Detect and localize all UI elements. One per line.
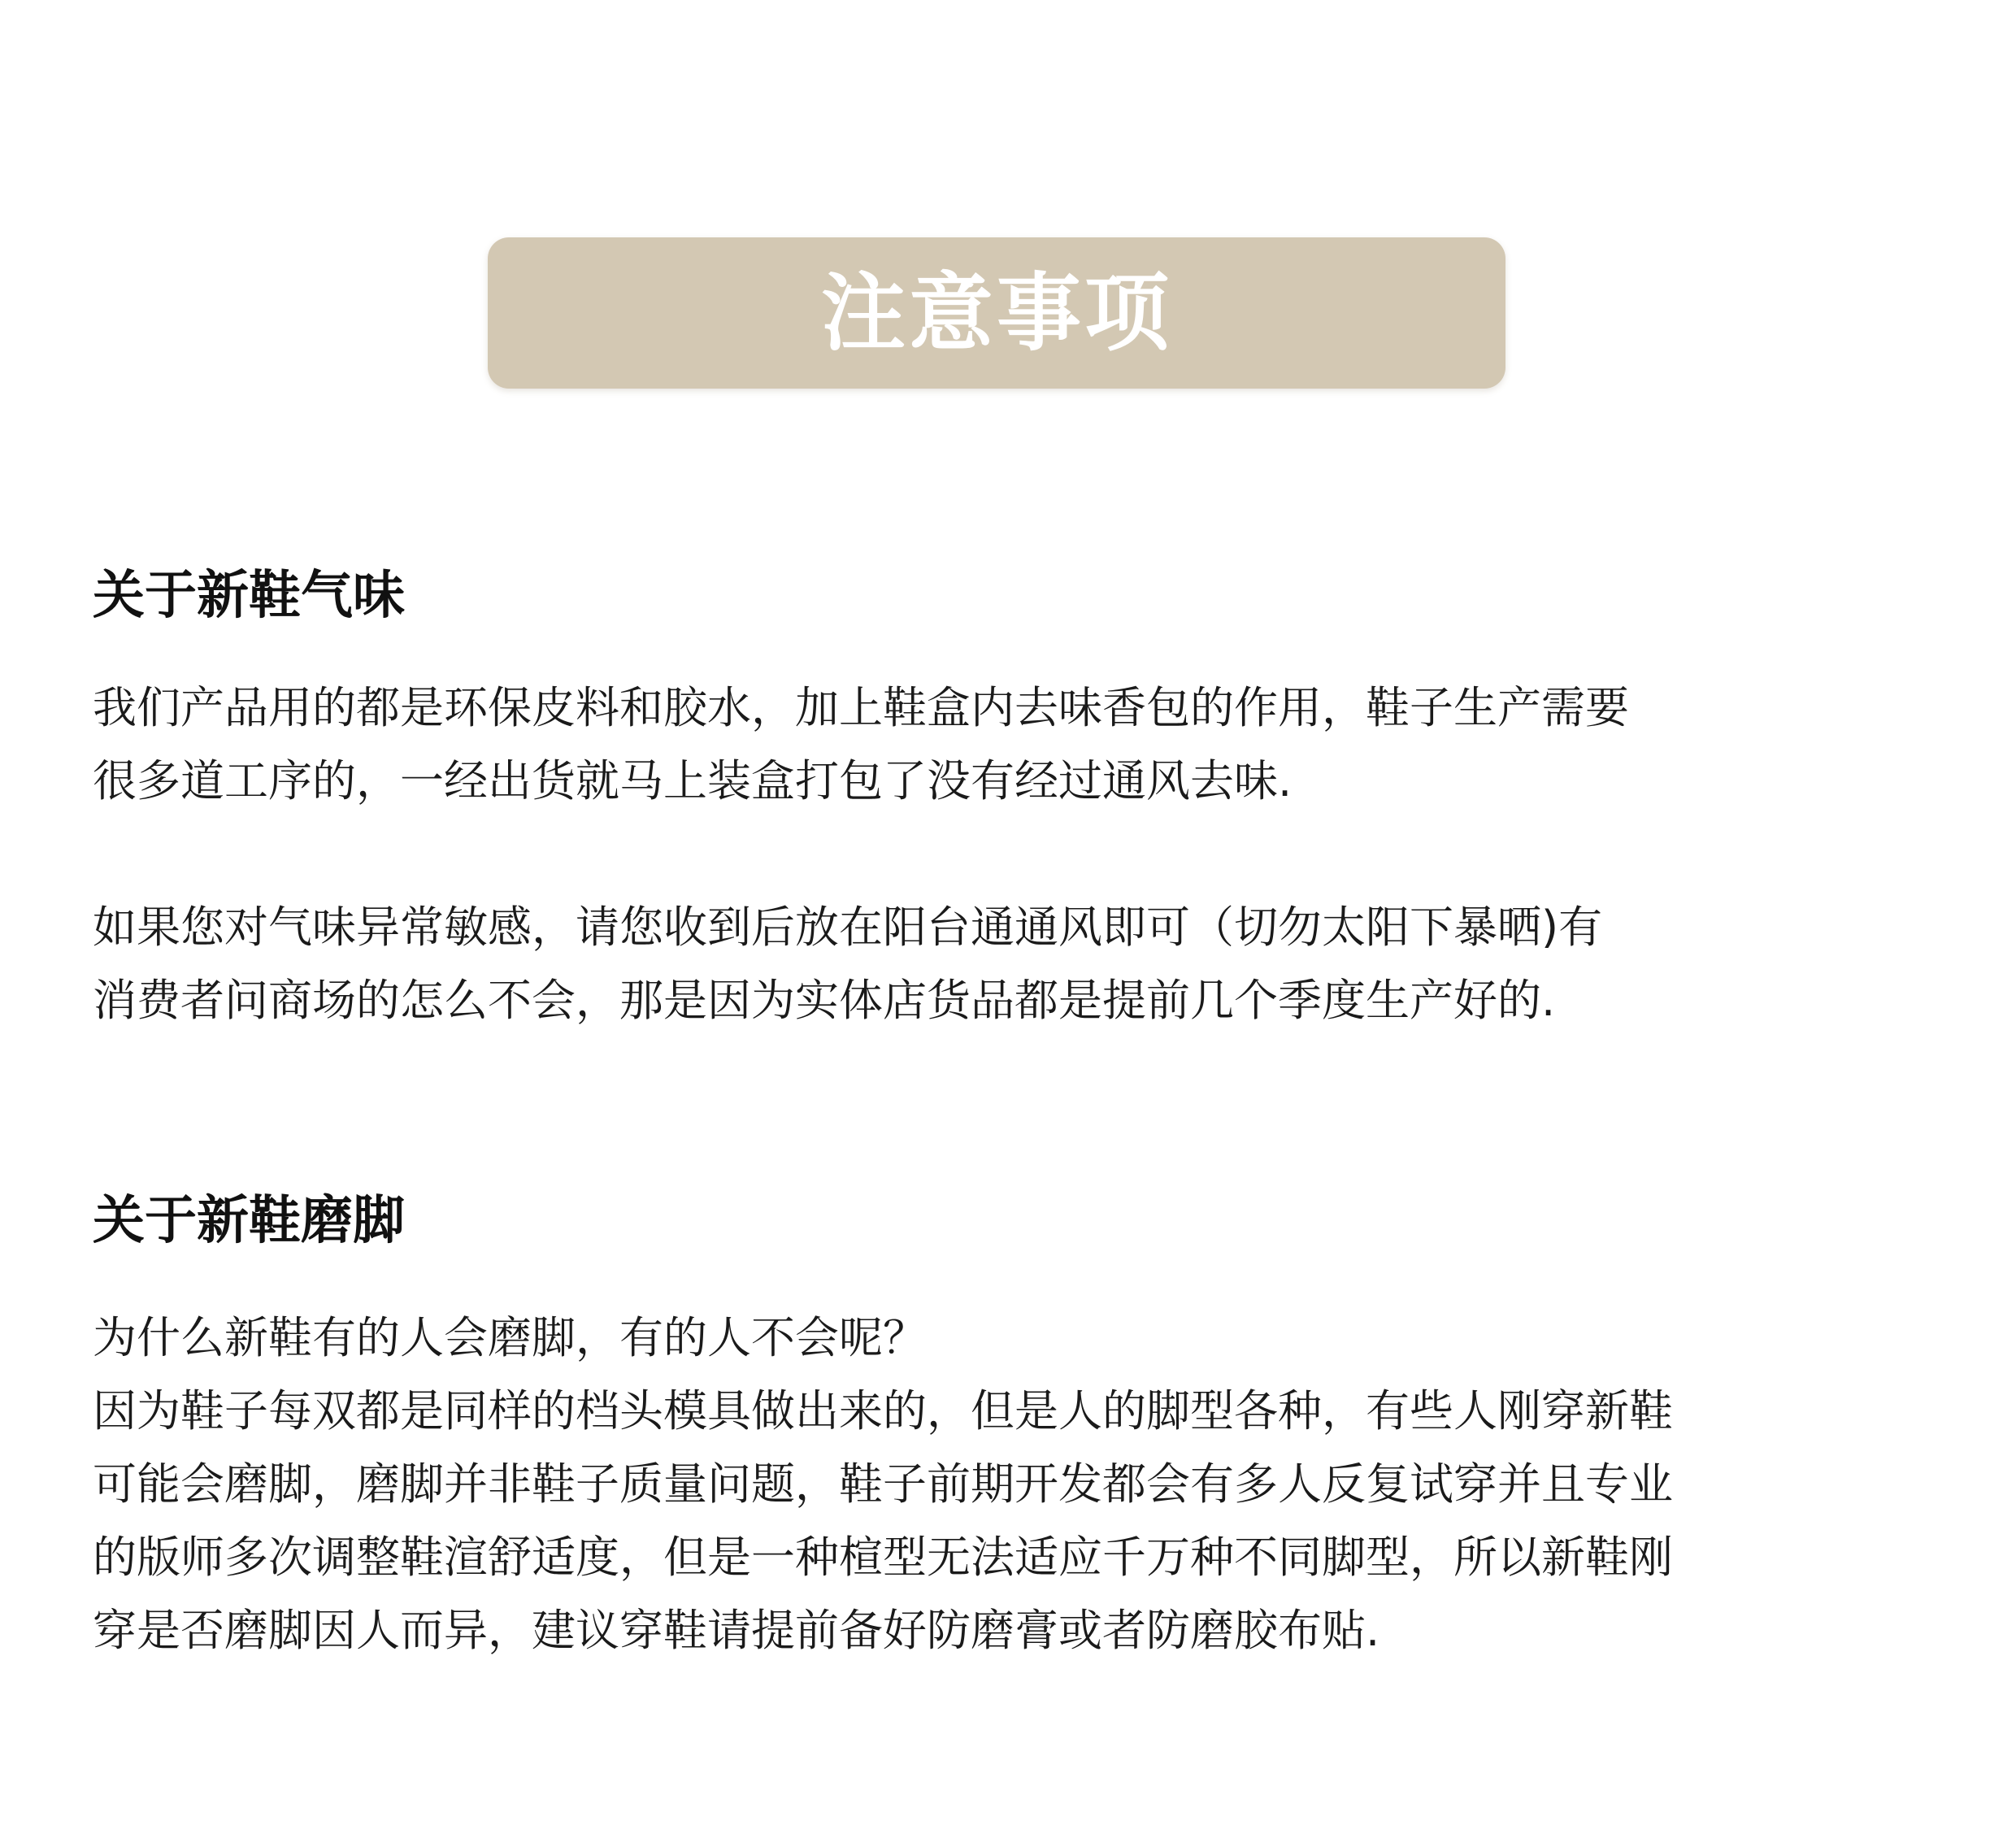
text-line: 我们产品用的都是环保皮料和胶水，加上鞋盒内去味香包的作用，鞋子生产需要 — [93, 682, 1629, 733]
section-heading: 关于新鞋磨脚 — [93, 1191, 405, 1251]
text-line: 因为鞋子每双都是同样的档头模具做出来的，但是人的脚型各种，有些人刚穿新鞋 — [93, 1385, 1673, 1436]
paragraph — [93, 671, 1930, 818]
text-line: 消费者问商场的怎么不会，那是因为实体店货品都是提前几个季度生产好的. — [93, 975, 1556, 1026]
paragraph — [93, 1302, 1930, 1667]
notice-banner — [488, 237, 1505, 389]
text-line: 为什么新鞋有的人会磨脚，有的人不会呢？ — [93, 1312, 927, 1363]
paragraph — [93, 891, 1930, 1037]
section-new-shoe-odor — [93, 559, 1930, 1037]
text-line: 很多道工序的，一经出货就马上装盒打包了没有经过通风去味. — [93, 755, 1293, 806]
text-line: 的版师多次调整鞋渲舒适度，但是一种楦型无法适应千万种不同脚型，所以新鞋刚 — [93, 1532, 1673, 1583]
section-heading: 关于新鞋气味 — [93, 566, 405, 626]
text-line: 可能会磨脚，磨脚并非鞋子质量问题，鞋子前期开发都会有多人反复试穿并且专业 — [93, 1458, 1673, 1510]
section-new-shoe-blister — [93, 1184, 1930, 1667]
banner-title: 注意事项 — [820, 263, 1172, 363]
text-line: 如果您对气味异常敏感，请您收到后放在阳台通通风即可（切勿太阳下暴晒)有 — [93, 902, 1603, 953]
text-line: 穿是否磨脚因人而异，建议穿鞋请提前备好防磨膏或者防磨胶布贴. — [93, 1605, 1380, 1656]
